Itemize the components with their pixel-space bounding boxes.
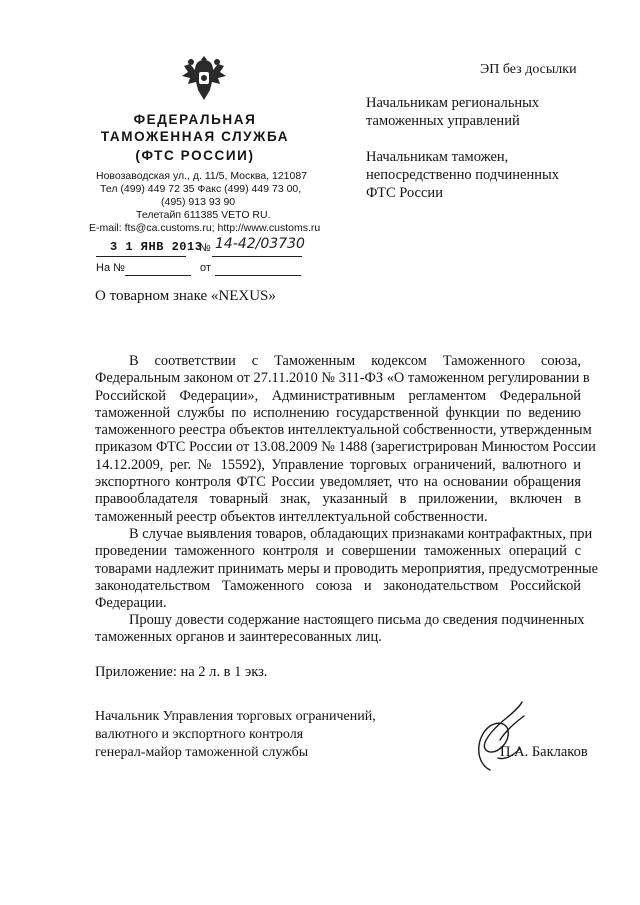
copy-note: ЭП без досылки bbox=[480, 62, 577, 77]
body-line: Российской Федерации», Административным регламентом Федеральной bbox=[95, 387, 581, 404]
signatory-line: валютного и экспортного контроля bbox=[95, 727, 304, 742]
body-line: таможенного реестра объектов интеллектуальной собственности, утвержденным bbox=[95, 422, 592, 439]
signatory-line: Начальник Управления торговых ограничений, bbox=[95, 709, 376, 724]
signatory-line: генерал-майор таможенной службы bbox=[95, 745, 309, 760]
signatory-title bbox=[95, 708, 376, 762]
body-line: правообладателя товарный знак, указанный в приложении, включен в bbox=[95, 491, 581, 508]
body-line: Федеральным законом от 27.11.2010 № 311-ФЗ «О таможенном регулировании в bbox=[95, 370, 590, 387]
body-paragraph-2 bbox=[95, 526, 599, 612]
reference-date-underline bbox=[215, 275, 301, 276]
contact-address: Новозаводская ул., д. 11/5, Москва, 121087 bbox=[96, 170, 308, 182]
letter-subject: О товарном знаке «NEXUS» bbox=[95, 288, 276, 304]
body-line: 14.12.2009, рег. № 15592), Управление торговых ограничений, валютного и bbox=[95, 456, 581, 473]
body-line: В соответствии с Таможенным кодексом Таможенного союза, bbox=[129, 353, 581, 369]
body-line: товарами надлежит принимать меры и проводить мероприятия, предусмотренные bbox=[95, 560, 599, 577]
number-underline bbox=[212, 256, 302, 257]
body-line: таможенных органов и заинтересованных лиц. bbox=[95, 629, 382, 646]
contact-phone2: (495) 913 93 90 bbox=[161, 196, 236, 208]
reference-underline bbox=[125, 275, 191, 276]
org-name-line3: (ФТС РОССИИ) bbox=[135, 148, 255, 163]
reference-from: от bbox=[200, 262, 211, 274]
body-line: приказом ФТС России от 13.08.2009 № 1488 (зарегистрирован Минюстом России bbox=[95, 439, 596, 456]
contact-phone: Тел (499) 449 72 35 Факс (499) 449 73 00, bbox=[100, 183, 302, 195]
attachment-note: Приложение: на 2 л. в 1 экз. bbox=[95, 664, 268, 680]
org-name-line2: ТАМОЖЕННАЯ СЛУЖБА bbox=[100, 129, 290, 144]
contact-email-web: E-mail: fts@ca.customs.ru; http://www.customs.ru bbox=[89, 222, 321, 234]
outgoing-number: 14-42/03730 bbox=[215, 236, 305, 252]
addressee-line: Начальникам таможен, bbox=[366, 149, 509, 165]
addressee-line: ФТС России bbox=[366, 185, 443, 201]
number-sign: № bbox=[199, 242, 211, 254]
handwritten-signature-icon bbox=[470, 700, 530, 775]
body-line: экспортного контроля ФТС России уведомляет, что на основании обращения bbox=[95, 474, 581, 491]
body-line: Федерации. bbox=[95, 595, 167, 612]
addressee-customs-heads bbox=[366, 148, 559, 202]
contact-teletype: Телетайп 611385 VETO RU. bbox=[136, 209, 271, 221]
signer-name: П.А. Баклаков bbox=[500, 744, 588, 760]
date-underline bbox=[96, 256, 186, 257]
body-line: таможенный реестр объектов интеллектуальной собственности. bbox=[95, 508, 488, 525]
body-line: В случае выявления товаров, обладающих признаками контрафактных, при bbox=[129, 526, 593, 542]
body-line: проведении таможенного контроля и совершении таможенных операций с bbox=[95, 543, 581, 560]
addressee-line: таможенных управлений bbox=[366, 113, 520, 129]
date-stamp: 3 1 ЯНВ 2013 bbox=[110, 240, 203, 254]
body-line: Прошу довести содержание настоящего письма до сведения подчиненных bbox=[129, 612, 585, 628]
body-line: таможенной службы по исполнению государственной функции по ведению bbox=[95, 404, 581, 421]
body-paragraph-3 bbox=[95, 612, 585, 647]
body-paragraph-1 bbox=[95, 353, 596, 526]
addressee-line: непосредственно подчиненных bbox=[366, 167, 559, 183]
body-line: законодательством Таможенного союза и законодательством Российской bbox=[95, 577, 581, 594]
org-name-line1: ФЕДЕРАЛЬНАЯ bbox=[133, 112, 257, 127]
coat-of-arms-icon bbox=[178, 50, 230, 106]
reference-label: На № bbox=[96, 262, 125, 274]
addressee-regional-administrations bbox=[366, 94, 539, 130]
addressee-line: Начальникам региональных bbox=[366, 95, 540, 111]
